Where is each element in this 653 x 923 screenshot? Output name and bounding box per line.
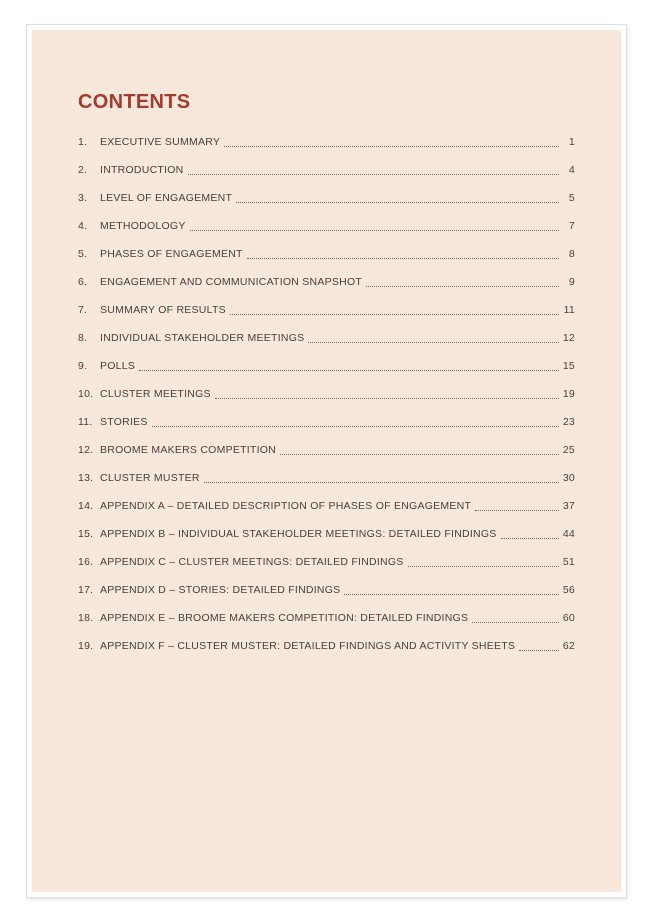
toc-entry-title: POLLS (100, 360, 136, 372)
toc-entry-title: INDIVIDUAL STAKEHOLDER MEETINGS (100, 332, 305, 344)
toc-entry-title: INTRODUCTION (100, 164, 184, 176)
dot-leader (247, 258, 559, 259)
toc-entry-page-number: 25 (562, 444, 575, 456)
toc-entry-page-number: 37 (562, 500, 575, 512)
toc-entry-title: APPENDIX B – INDIVIDUAL STAKEHOLDER MEETINGS: DETAILED FINDINGS (100, 528, 497, 540)
toc-entry-title: APPENDIX C – CLUSTER MEETINGS: DETAILED FINDINGS (100, 556, 404, 568)
toc-entry (78, 576, 575, 604)
dot-leader (519, 650, 559, 651)
toc-entry (78, 352, 575, 380)
dot-leader (204, 482, 559, 483)
toc-entry-number: 1. (78, 136, 88, 148)
toc-entry (78, 408, 575, 436)
toc-entry-number: 7. (78, 304, 88, 316)
toc-entry (78, 548, 575, 576)
toc-entry-page-number: 56 (562, 584, 575, 596)
dot-leader (224, 146, 559, 147)
toc-entry-page-number: 4 (568, 164, 575, 176)
toc-entry (78, 632, 575, 660)
dot-leader (280, 454, 559, 455)
dot-leader (215, 398, 559, 399)
dot-leader (472, 622, 559, 623)
toc-entry-number: 16. (78, 556, 94, 568)
toc-entry-page-number: 30 (562, 472, 575, 484)
toc-entry-title: SUMMARY OF RESULTS (100, 304, 226, 316)
toc-entry (78, 464, 575, 492)
toc-entry-page-number: 9 (568, 276, 575, 288)
toc-entry-page-number: 11 (563, 304, 575, 316)
dot-leader (344, 594, 558, 595)
toc-entry (78, 156, 575, 184)
dot-leader (308, 342, 558, 343)
dot-leader (475, 510, 559, 511)
toc-entry-number: 8. (78, 332, 88, 344)
dot-leader (230, 314, 559, 315)
toc-entry-number: 13. (78, 472, 94, 484)
toc-entry-page-number: 60 (562, 612, 575, 624)
toc-entry (78, 324, 575, 352)
dot-leader (408, 566, 559, 567)
toc-entry (78, 128, 575, 156)
toc-entry (78, 296, 575, 324)
toc-entry-title: ENGAGEMENT AND COMMUNICATION SNAPSHOT (100, 276, 363, 288)
toc-entry-title: METHODOLOGY (100, 220, 186, 232)
toc-entry-title: LEVEL OF ENGAGEMENT (100, 192, 233, 204)
toc-entry-page-number: 5 (568, 192, 575, 204)
dot-leader (190, 230, 559, 231)
toc-entry-number: 3. (78, 192, 88, 204)
toc-entry (78, 184, 575, 212)
toc-entry (78, 240, 575, 268)
toc-entry (78, 492, 575, 520)
toc-entry (78, 212, 575, 240)
table-of-contents (78, 128, 575, 660)
toc-entry-page-number: 15 (562, 360, 575, 372)
toc-entry (78, 268, 575, 296)
toc-entry-number: 2. (78, 164, 88, 176)
toc-entry-number: 14. (78, 500, 94, 512)
toc-entry-title: CLUSTER MEETINGS (100, 388, 211, 400)
dot-leader (501, 538, 559, 539)
toc-entry-title: CLUSTER MUSTER (100, 472, 200, 484)
toc-entry-page-number: 1 (568, 136, 575, 148)
toc-entry-page-number: 12 (562, 332, 575, 344)
toc-entry-title: STORIES (100, 416, 148, 428)
toc-entry-number: 18. (78, 612, 94, 624)
toc-entry-number: 4. (78, 220, 88, 232)
toc-entry-page-number: 23 (562, 416, 575, 428)
toc-entry-number: 15. (78, 528, 94, 540)
toc-entry-number: 19. (78, 640, 94, 652)
toc-entry-number: 5. (78, 248, 88, 260)
toc-entry-title: APPENDIX D – STORIES: DETAILED FINDINGS (100, 584, 341, 596)
dot-leader (152, 426, 559, 427)
toc-entry-page-number: 7 (568, 220, 575, 232)
dot-leader (366, 286, 559, 287)
toc-entry-page-number: 51 (562, 556, 575, 568)
toc-entry-page-number: 8 (568, 248, 575, 260)
toc-entry-number: 6. (78, 276, 88, 288)
toc-entry-page-number: 62 (562, 640, 575, 652)
dot-leader (188, 174, 560, 175)
toc-entry-number: 17. (78, 584, 94, 596)
document-page (26, 24, 627, 898)
dot-leader (236, 202, 559, 203)
toc-entry-number: 10. (78, 388, 94, 400)
contents-heading: CONTENTS (78, 91, 191, 113)
toc-entry-title: APPENDIX E – BROOME MAKERS COMPETITION: DETAILED FINDINGS (100, 612, 469, 624)
toc-entry-title: APPENDIX F – CLUSTER MUSTER: DETAILED FINDINGS AND ACTIVITY SHEETS (100, 640, 516, 652)
page-content-area (32, 30, 621, 892)
toc-entry-number: 11. (78, 416, 93, 428)
toc-entry (78, 380, 575, 408)
toc-entry-number: 12. (78, 444, 94, 456)
toc-entry-title: PHASES OF ENGAGEMENT (100, 248, 243, 260)
toc-entry (78, 604, 575, 632)
toc-entry (78, 436, 575, 464)
dot-leader (139, 370, 559, 371)
toc-entry-title: BROOME MAKERS COMPETITION (100, 444, 277, 456)
toc-entry (78, 520, 575, 548)
toc-entry-page-number: 44 (562, 528, 575, 540)
toc-entry-title: APPENDIX A – DETAILED DESCRIPTION OF PHASES OF ENGAGEMENT (100, 500, 472, 512)
toc-entry-page-number: 19 (562, 388, 575, 400)
toc-entry-title: EXECUTIVE SUMMARY (100, 136, 221, 148)
toc-entry-number: 9. (78, 360, 88, 372)
